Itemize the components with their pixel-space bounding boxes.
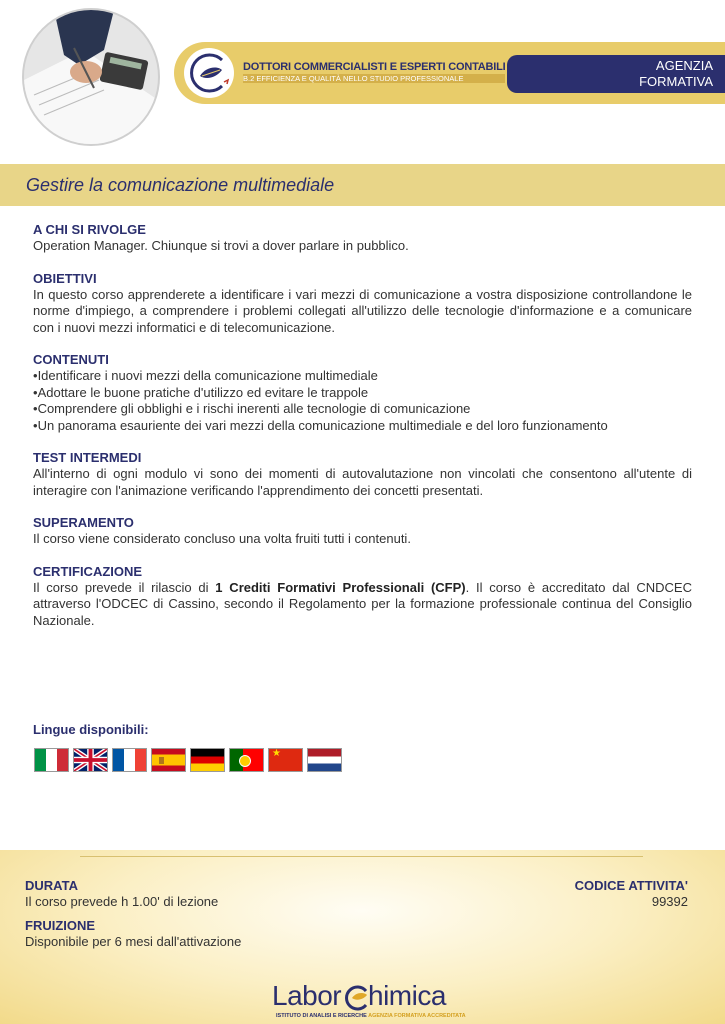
fruition-heading: FRUIZIONE xyxy=(25,918,96,933)
contents-list xyxy=(33,368,692,434)
uk-flag-cross xyxy=(74,749,107,771)
languages-label: Lingue disponibili: xyxy=(33,722,149,737)
section-text: Il corso viene considerato concluso una volta fruiti tutti i contenuti. xyxy=(33,531,411,546)
list-item: • Adottare le buone pratiche d'utilizzo ed evitare le trappole xyxy=(33,385,692,402)
china-flag-icon xyxy=(268,748,303,772)
section-heading: CONTENUTI xyxy=(33,352,109,367)
header-title: DOTTORI COMMERCIALISTI E ESPERTI CONTABILI xyxy=(243,61,506,73)
section-contents xyxy=(33,352,692,434)
section-text: Operation Manager. Chiunque si trovi a dover parlare in pubblico. xyxy=(33,238,409,253)
accountant-photo-illustration xyxy=(24,10,158,144)
portugal-flag-icon xyxy=(229,748,264,772)
section-heading: CERTIFICAZIONE xyxy=(33,563,143,579)
brand-word-right: himica xyxy=(368,980,446,1011)
section-certification xyxy=(33,564,692,630)
agency-badge xyxy=(507,55,725,93)
brand-subtitle xyxy=(276,1013,466,1019)
leaf-logo-icon xyxy=(182,46,236,100)
section-target xyxy=(33,222,692,255)
header-photo xyxy=(22,8,160,146)
section-objectives xyxy=(33,271,692,337)
list-item: • Un panorama esauriente dei vari mezzi della comunicazione multimediale e del loro funzionamento xyxy=(33,418,692,435)
activity-code-block xyxy=(575,878,688,910)
language-flags xyxy=(34,748,342,772)
agency-line-2: FORMATIVA xyxy=(639,74,713,89)
fruition-block xyxy=(25,918,241,950)
section-heading: TEST INTERMEDI xyxy=(33,450,142,465)
cert-text-before: Il corso prevede il rilascio di xyxy=(33,579,216,595)
fruition-text: Disponibile per 6 mesi dall'attivazione xyxy=(25,934,242,949)
brand-sub-accent: AGENZIA FORMATIVA ACCREDITATA xyxy=(368,1013,466,1019)
brand-word-left: Labor xyxy=(272,980,342,1011)
header-subtitle: B.2 EFFICIENZA E QUALITÀ NELLO STUDIO PROFESSIONALE xyxy=(243,74,505,83)
activity-code-value: 99392 xyxy=(651,894,688,909)
duration-text: Il corso prevede h 1.00' di lezione xyxy=(25,894,219,909)
cert-credits: 1 Crediti Formativi Professionali (CFP) xyxy=(215,579,466,595)
brand-sub-main: ISTITUTO DI ANALISI E RICERCHE xyxy=(276,1013,369,1019)
title-band xyxy=(0,164,725,206)
agency-text xyxy=(639,58,713,90)
agency-line-1: AGENZIA xyxy=(655,58,713,73)
spain-coat-of-arms xyxy=(159,757,164,764)
section-heading: OBIETTIVI xyxy=(33,270,97,286)
laborchimica-logo xyxy=(272,980,466,1020)
france-flag-icon xyxy=(112,748,147,772)
section-heading: A CHI SI RIVOLGE xyxy=(33,222,146,237)
duration-block xyxy=(25,878,218,910)
section-passing xyxy=(33,515,692,548)
list-item: • Comprendere gli obblighi e i rischi inerenti alle tecnologie di comunicazione xyxy=(33,401,692,418)
duration-heading: DURATA xyxy=(25,878,78,893)
course-title: Gestire la comunicazione multimediale xyxy=(26,175,335,195)
section-heading: SUPERAMENTO xyxy=(33,515,134,530)
spain-flag-icon xyxy=(151,748,186,772)
uk-flag-icon xyxy=(73,748,108,772)
activity-code-heading: CODICE ATTIVITA' xyxy=(574,878,688,893)
portugal-armillary-sphere xyxy=(239,755,251,767)
section-text: In questo corso apprenderete a identificare i vari mezzi di comunicazione a vostra disposizione controllandone le norme d'impiego, a comprendere i problemi collegati all'utilizzo delle tecnologie d'informazione e a comunicare con i nuovi mezzi informatici e di telecomunicazione. xyxy=(33,286,692,335)
footer-divider xyxy=(80,856,643,857)
section-text: All'interno di ogni modulo vi sono dei momenti di autovalutazione non vincolati che consentono all'utente di interagire con l'animazione verificando l'apprendimento dei concetti presentati. xyxy=(33,466,692,498)
course-content xyxy=(33,222,692,645)
section-text xyxy=(33,580,692,630)
section-tests xyxy=(33,450,692,499)
netherlands-flag-icon xyxy=(307,748,342,772)
list-item: • Identificare i nuovi mezzi della comunicazione multimediale xyxy=(33,368,692,385)
china-flag-star: ★ xyxy=(272,748,281,759)
italy-flag-icon xyxy=(34,748,69,772)
germany-flag-icon xyxy=(190,748,225,772)
cert-text-after: . Il corso è accreditato dal CNDCEC attraverso l'ODCEC di Cassino, secondo il Regolamento per la formazione professionale continua del Consiglio Nazionale. xyxy=(33,579,692,628)
